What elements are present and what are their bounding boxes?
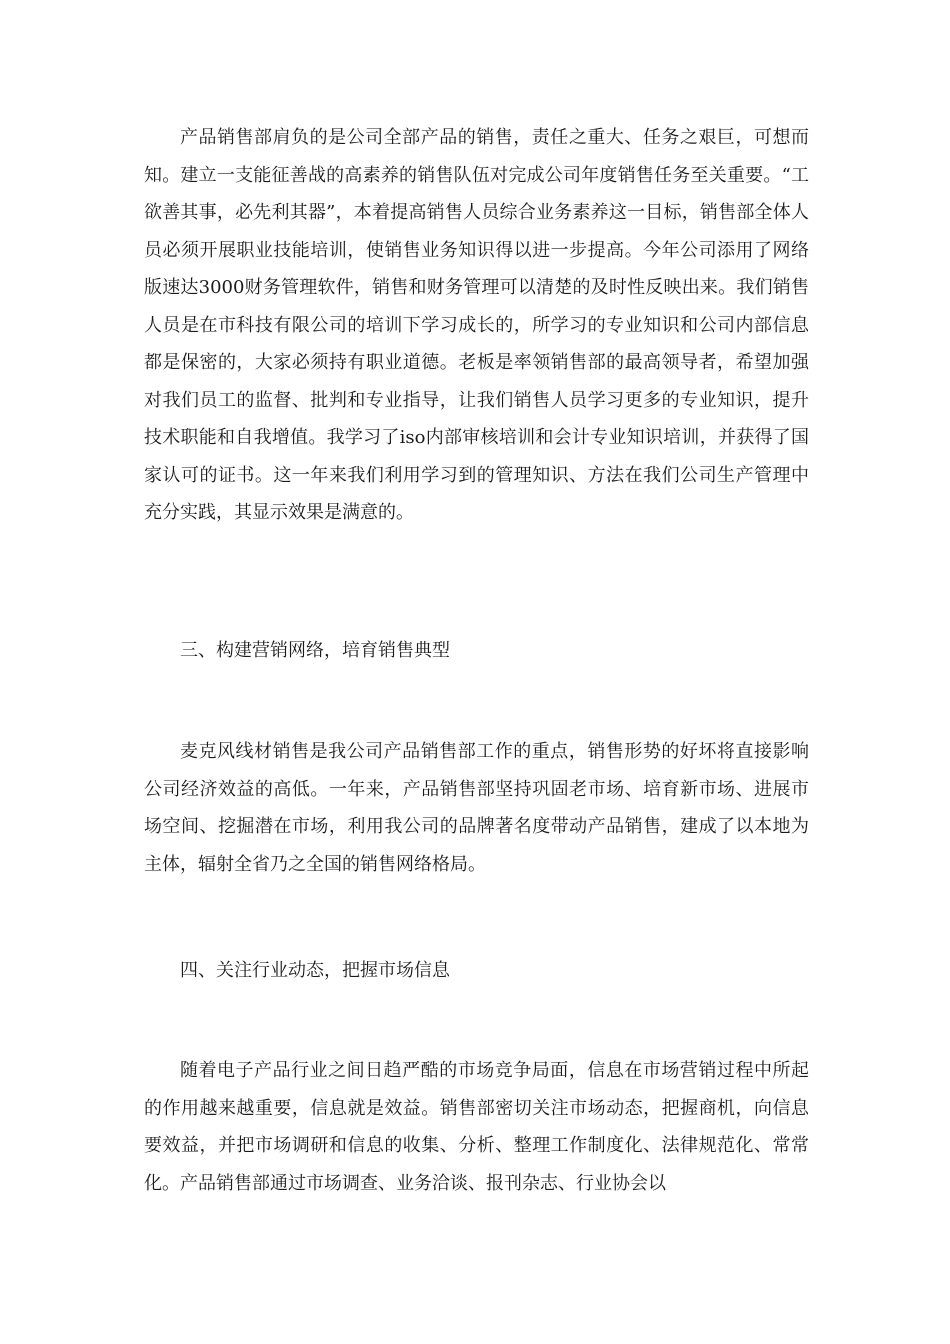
body-paragraph: 随着电子产品行业之间日趋严酷的市场竞争局面，信息在市场营销过程中所起的作用越来越重要，信息就是效益。销售部密切关注市场动态，把握商机，向信息要效益，并把市场调研和信息的收集、分析、整理工作制度化、法律规范化、常常化。产品销售部通过市场调查、业务洽谈、报刊杂志、行业协会以 <box>144 1060 809 1194</box>
section-heading: 三、构建营销网络，培育销售典型 <box>180 640 450 661</box>
section-heading: 四、关注行业动态，把握市场信息 <box>180 960 450 981</box>
body-paragraph: 产品销售部肩负的是公司全部产品的销售，责任之重大、任务之艰巨，可想而知。建立一支能征善战的高素养的销售队伍对完成公司年度销售任务至关重要。“工欲善其事，必先利其器”，本着提高销售人员综合业务素养这一目标，销售部全体人员必须开展职业技能培训，使销售业务知识得以进一步提高。今年公司添用了网络版速达3000财务管理软件，销售和财务管理可以清楚的及时性反映出来。我们销售人员是在市科技有限公司的培训下学习成长的，所学习的专业知识和公司内部信息都是保密的，大家必须持有职业道德。老板是率领销售部的最高领导者，希望加强对我们员工的监督、批判和专业指导，让我们销售人员学习更多的专业知识，提升技术职能和自我增值。我学习了iso内部审核培训和会计专业知识培训，并获得了国家认可的证书。这一年来我们利用学习到的管理知识、方法在我们公司生产管理中充分实践，其显示效果是满意的。 <box>144 127 809 523</box>
body-paragraph: 麦克风线材销售是我公司产品销售部工作的重点，销售形势的好坏将直接影响公司经济效益的高低。一年来，产品销售部坚持巩固老市场、培育新市场、进展市场空间、挖掘潜在市场，利用我公司的品牌著名度带动产品销售，建成了以本地为主体，辐射全省乃之全国的销售网络格局。 <box>144 741 809 875</box>
